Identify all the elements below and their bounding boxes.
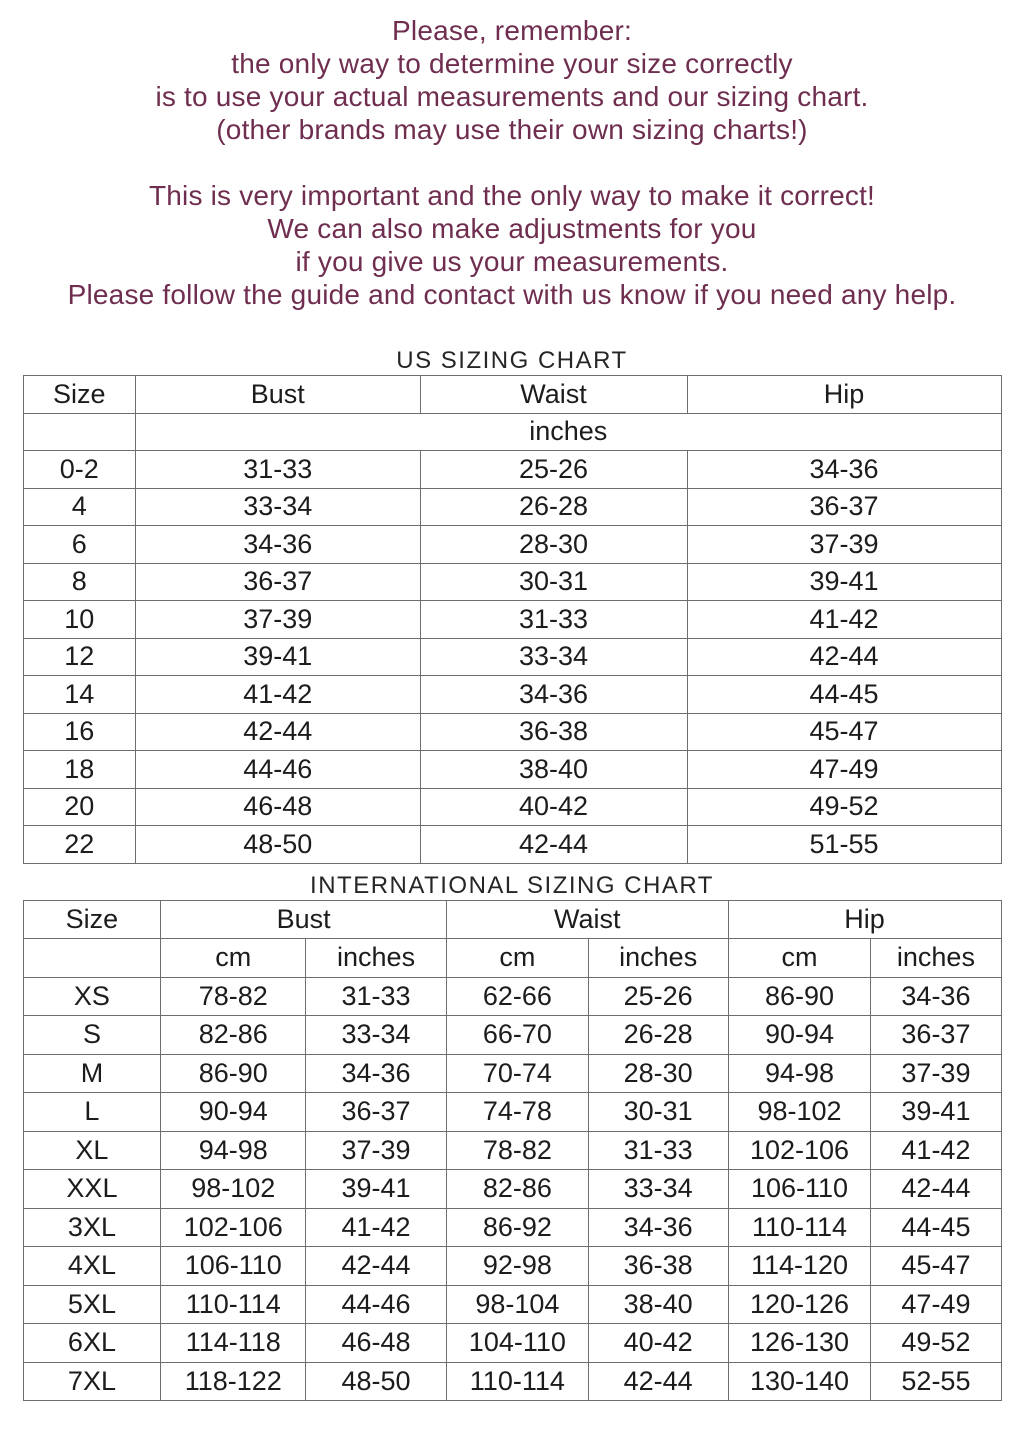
cell: L — [23, 1093, 161, 1132]
table-row — [23, 1324, 1001, 1363]
intl-header-bust: Bust — [161, 900, 447, 939]
cell: XS — [23, 977, 161, 1016]
cell: 42-44 — [306, 1247, 447, 1286]
cell: 70-74 — [446, 1054, 588, 1093]
intro-paragraph-1 — [0, 14, 1024, 146]
cell: 49-52 — [871, 1324, 1001, 1363]
table-row — [23, 1131, 1001, 1170]
cell: 30-31 — [588, 1093, 728, 1132]
cell: 10 — [23, 601, 135, 639]
cell: 47-49 — [871, 1285, 1001, 1324]
intl-unit-cm: cm — [728, 939, 871, 978]
cell: 14 — [23, 676, 135, 714]
table-row — [23, 1016, 1001, 1055]
cell: 40-42 — [588, 1324, 728, 1363]
international-sizing-table — [23, 900, 1002, 1402]
cell: 102-106 — [728, 1131, 871, 1170]
table-row — [23, 1362, 1001, 1401]
intl-unit-cm: cm — [446, 939, 588, 978]
cell: 82-86 — [446, 1170, 588, 1209]
table-row — [23, 977, 1001, 1016]
cell: 42-44 — [687, 638, 1001, 676]
intl-header-hip: Hip — [728, 900, 1001, 939]
cell: XL — [23, 1131, 161, 1170]
cell: 42-44 — [420, 826, 687, 864]
cell: 78-82 — [446, 1131, 588, 1170]
cell: 41-42 — [306, 1208, 447, 1247]
intl-chart-title: INTERNATIONAL SIZING CHART — [310, 871, 714, 899]
us-sizing-table — [23, 375, 1002, 864]
cell: 31-33 — [306, 977, 447, 1016]
cell: 41-42 — [871, 1131, 1001, 1170]
table-row — [23, 1247, 1001, 1286]
table-row — [23, 638, 1001, 676]
cell: 120-126 — [728, 1285, 871, 1324]
cell: 36-38 — [588, 1247, 728, 1286]
cell: 51-55 — [687, 826, 1001, 864]
cell: 130-140 — [728, 1362, 871, 1401]
cell: 48-50 — [306, 1362, 447, 1401]
cell: 34-36 — [871, 977, 1001, 1016]
cell: 38-40 — [588, 1285, 728, 1324]
page — [0, 14, 1024, 1446]
intro-line: Please, remember: — [392, 15, 632, 46]
intro-line: the only way to determine your size correctly — [231, 48, 793, 79]
cell: 86-90 — [161, 1054, 306, 1093]
cell: S — [23, 1016, 161, 1055]
cell: 36-37 — [306, 1093, 447, 1132]
cell: 41-42 — [135, 676, 420, 714]
intl-header-row — [23, 900, 1001, 939]
cell: 5XL — [23, 1285, 161, 1324]
table-row — [23, 563, 1001, 601]
cell: 38-40 — [420, 751, 687, 789]
cell: 90-94 — [728, 1016, 871, 1055]
cell: 39-41 — [306, 1170, 447, 1209]
table-row — [23, 676, 1001, 714]
cell: 34-36 — [420, 676, 687, 714]
cell: 22 — [23, 826, 135, 864]
cell: 98-102 — [161, 1170, 306, 1209]
intro-line: This is very important and the only way to make it correct! — [148, 180, 876, 211]
cell: 118-122 — [161, 1362, 306, 1401]
cell: 33-34 — [135, 488, 420, 526]
cell: 0-2 — [23, 451, 135, 489]
cell: 52-55 — [871, 1362, 1001, 1401]
cell: 16 — [23, 713, 135, 751]
intro-line: We can also make adjustments for you — [267, 213, 757, 244]
intro-line: is to use your actual measurements and our sizing chart. — [155, 81, 869, 112]
us-header-size: Size — [23, 376, 135, 414]
cell: 28-30 — [588, 1054, 728, 1093]
cell: 25-26 — [420, 451, 687, 489]
cell: 37-39 — [306, 1131, 447, 1170]
cell: 78-82 — [161, 977, 306, 1016]
table-row — [23, 1285, 1001, 1324]
cell: 3XL — [23, 1208, 161, 1247]
us-chart-title: US SIZING CHART — [396, 347, 628, 374]
cell: 82-86 — [161, 1016, 306, 1055]
cell: 44-46 — [135, 751, 420, 789]
cell: XXL — [23, 1170, 161, 1209]
table-row — [23, 1054, 1001, 1093]
cell: 25-26 — [588, 977, 728, 1016]
cell: 39-41 — [871, 1093, 1001, 1132]
table-row — [23, 1208, 1001, 1247]
cell: 33-34 — [588, 1170, 728, 1209]
cell: 39-41 — [687, 563, 1001, 601]
cell: 46-48 — [135, 788, 420, 826]
us-header-hip: Hip — [687, 376, 1001, 414]
cell: 44-45 — [687, 676, 1001, 714]
cell: 20 — [23, 788, 135, 826]
table-row — [23, 526, 1001, 564]
cell: 33-34 — [420, 638, 687, 676]
cell: 36-37 — [687, 488, 1001, 526]
cell: 92-98 — [446, 1247, 588, 1286]
cell: 33-34 — [306, 1016, 447, 1055]
cell: 45-47 — [687, 713, 1001, 751]
intro-paragraph-2 — [0, 179, 1024, 311]
cell: 26-28 — [588, 1016, 728, 1055]
cell: 62-66 — [446, 977, 588, 1016]
cell: 106-110 — [728, 1170, 871, 1209]
cell: 106-110 — [161, 1247, 306, 1286]
us-header-bust: Bust — [135, 376, 420, 414]
cell: 110-114 — [728, 1208, 871, 1247]
intl-header-waist: Waist — [446, 900, 728, 939]
cell: 34-36 — [687, 451, 1001, 489]
cell: 40-42 — [420, 788, 687, 826]
cell: 66-70 — [446, 1016, 588, 1055]
us-unit-label: inches — [135, 413, 1001, 451]
table-row — [23, 1093, 1001, 1132]
intro-line: (other brands may use their own sizing charts!) — [216, 114, 808, 145]
cell: 42-44 — [871, 1170, 1001, 1209]
cell: 36-37 — [135, 563, 420, 601]
cell: 45-47 — [871, 1247, 1001, 1286]
cell: 7XL — [23, 1362, 161, 1401]
table-row — [23, 488, 1001, 526]
cell: 30-31 — [420, 563, 687, 601]
cell: 37-39 — [871, 1054, 1001, 1093]
cell: 42-44 — [135, 713, 420, 751]
intl-header-size: Size — [23, 900, 161, 939]
cell: 26-28 — [420, 488, 687, 526]
cell: 47-49 — [687, 751, 1001, 789]
cell: 114-120 — [728, 1247, 871, 1286]
table-row — [23, 451, 1001, 489]
table-row — [23, 826, 1001, 864]
cell: 74-78 — [446, 1093, 588, 1132]
cell: 31-33 — [420, 601, 687, 639]
us-header-waist: Waist — [420, 376, 687, 414]
cell: 34-36 — [306, 1054, 447, 1093]
intro-line: Please follow the guide and contact with us know if you need any help. — [67, 279, 957, 310]
cell: 48-50 — [135, 826, 420, 864]
cell: 98-102 — [728, 1093, 871, 1132]
cell: 31-33 — [588, 1131, 728, 1170]
cell: 90-94 — [161, 1093, 306, 1132]
cell: 28-30 — [420, 526, 687, 564]
cell: M — [23, 1054, 161, 1093]
cell: 4 — [23, 488, 135, 526]
cell: 86-92 — [446, 1208, 588, 1247]
cell — [23, 939, 161, 978]
cell — [23, 413, 135, 451]
cell: 6 — [23, 526, 135, 564]
cell: 44-46 — [306, 1285, 447, 1324]
cell: 36-38 — [420, 713, 687, 751]
us-unit-row — [23, 413, 1001, 451]
cell: 110-114 — [161, 1285, 306, 1324]
cell: 44-45 — [871, 1208, 1001, 1247]
cell: 34-36 — [135, 526, 420, 564]
cell: 49-52 — [687, 788, 1001, 826]
table-row — [23, 788, 1001, 826]
table-row — [23, 713, 1001, 751]
intro-line: if you give us your measurements. — [295, 246, 729, 277]
us-header-row — [23, 376, 1001, 414]
table-row — [23, 751, 1001, 789]
cell: 18 — [23, 751, 135, 789]
cell: 46-48 — [306, 1324, 447, 1363]
table-row — [23, 1170, 1001, 1209]
cell: 42-44 — [588, 1362, 728, 1401]
cell: 41-42 — [687, 601, 1001, 639]
intl-unit-inches: inches — [871, 939, 1001, 978]
intl-unit-inches: inches — [306, 939, 447, 978]
cell: 114-118 — [161, 1324, 306, 1363]
cell: 37-39 — [135, 601, 420, 639]
cell: 8 — [23, 563, 135, 601]
cell: 126-130 — [728, 1324, 871, 1363]
cell: 86-90 — [728, 977, 871, 1016]
intl-unit-inches: inches — [588, 939, 728, 978]
cell: 104-110 — [446, 1324, 588, 1363]
cell: 31-33 — [135, 451, 420, 489]
cell: 6XL — [23, 1324, 161, 1363]
cell: 4XL — [23, 1247, 161, 1286]
cell: 36-37 — [871, 1016, 1001, 1055]
intl-unit-cm: cm — [161, 939, 306, 978]
cell: 39-41 — [135, 638, 420, 676]
cell: 12 — [23, 638, 135, 676]
cell: 102-106 — [161, 1208, 306, 1247]
cell: 34-36 — [588, 1208, 728, 1247]
cell: 110-114 — [446, 1362, 588, 1401]
cell: 94-98 — [161, 1131, 306, 1170]
cell: 98-104 — [446, 1285, 588, 1324]
intl-unit-row — [23, 939, 1001, 978]
cell: 94-98 — [728, 1054, 871, 1093]
table-row — [23, 601, 1001, 639]
cell: 37-39 — [687, 526, 1001, 564]
